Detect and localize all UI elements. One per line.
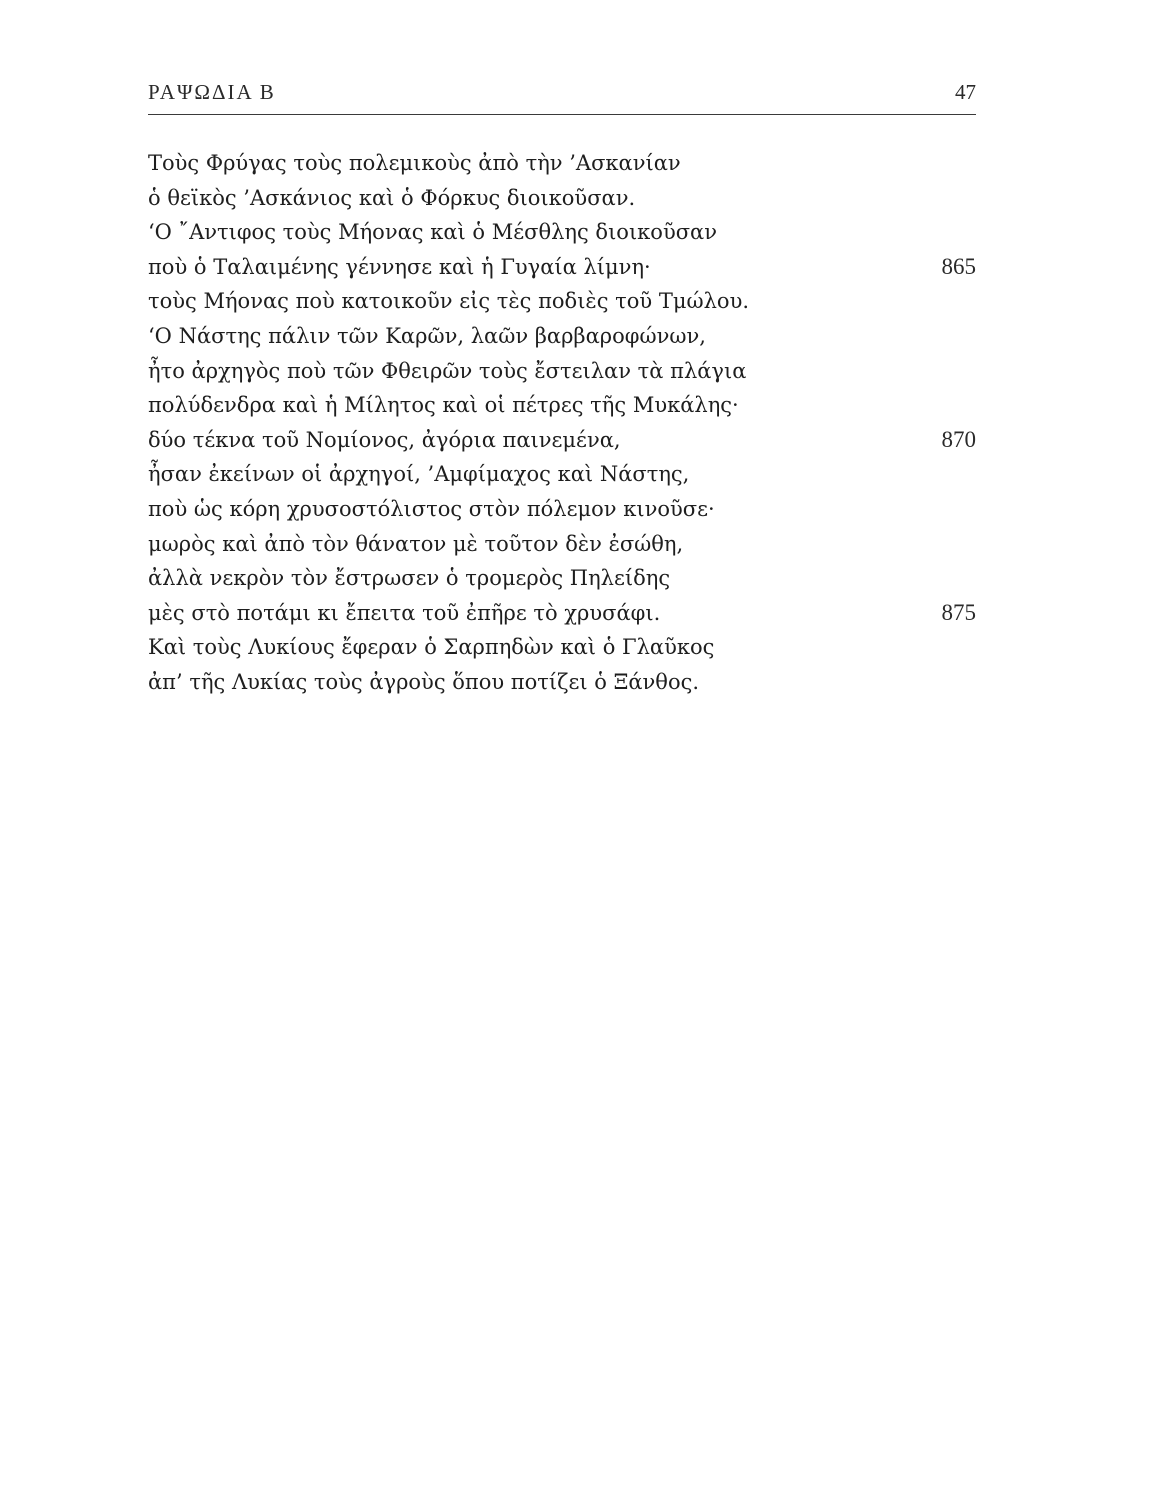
page-number: 47 (955, 80, 976, 104)
verse-line (148, 527, 976, 562)
verse-text: ἦτο ἀρχηγὸς ποὺ τῶν Φθειρῶν τοὺς ἔστειλαν τὰ πλάγια (148, 358, 747, 383)
verse-line (148, 354, 976, 389)
verse-text: ποὺ ὡς κόρη χρυσοστόλιστος στὸν πόλεμον κινοῦσε· (148, 496, 715, 521)
verse-text: ‘Ο Νάστης πάλιν τῶν Καρῶν, λαῶν βαρβαροφώνων, (148, 323, 706, 348)
verse-line (148, 423, 976, 458)
verse-text: ἀλλὰ νεκρὸν τὸν ἔστρωσεν ὁ τρομερὸς Πηλείδης (148, 566, 671, 591)
verse-line (148, 250, 976, 285)
verse-line (148, 561, 976, 596)
verse-text: ποὺ ὁ Ταλαιμένης γέννησε καὶ ἡ Γυγαία λίμνη· (148, 254, 651, 279)
verse-text: Καὶ τοὺς Λυκίους ἔφεραν ὁ Σαρπηδὼν καὶ ὁ Γλαῦκος (148, 635, 715, 660)
line-number: 875 (941, 599, 976, 625)
verse-line (148, 284, 976, 319)
verse-text: μωρὸς καὶ ἀπὸ τὸν θάνατον μὲ τοῦτον δὲν ἐσώθη, (148, 531, 684, 556)
verse-line (148, 457, 976, 492)
verse-block (148, 146, 976, 700)
running-head-title: ΡΑΨΩΔΙΑ Β (148, 80, 276, 104)
verse-line (148, 630, 976, 665)
verse-text: ‘Ο ῎Αντιφος τοὺς Μήονας καὶ ὁ Μέσθλης διοικοῦσαν (148, 220, 717, 245)
verse-line (148, 596, 976, 631)
verse-text: ὁ θεϊκὸς ’Ασκάνιος καὶ ὁ Φόρκυς διοικοῦσαν. (148, 185, 636, 210)
verse-line (148, 492, 976, 527)
verse-text: Τοὺς Φρύγας τοὺς πολεμικοὺς ἀπὸ τὴν ’Ασκανίαν (148, 151, 681, 175)
verse-line (148, 215, 976, 250)
verse-text: ἦσαν ἐκείνων οἱ ἀρχηγοί, ’Αμφίμαχος καὶ Νάστης, (148, 462, 690, 487)
verse-text: τοὺς Μήονας ποὺ κατοικοῦν εἰς τὲς ποδιὲς τοῦ Τμώλου. (148, 289, 750, 314)
verse-line (148, 665, 976, 700)
verse-text: πολύδενδρα καὶ ἡ Μίλητος καὶ οἱ πέτρες τῆς Μυκάλης· (148, 393, 739, 418)
verse-line (148, 388, 976, 423)
running-head (148, 80, 976, 110)
verse-line (148, 146, 976, 181)
verse-text: μὲς στὸ ποτάμι κι ἔπειτα τοῦ ἐπῆρε τὸ χρυσάφι. (148, 600, 661, 625)
verse-text: ἀπ’ τῆς Λυκίας τοὺς ἀγροὺς ὅπου ποτίζει ὁ Ξάνθος. (148, 669, 700, 694)
verse-line (148, 181, 976, 216)
verse-line (148, 319, 976, 354)
verse-text: δύο τέκνα τοῦ Νομίονος, ἀγόρια παινεμένα, (148, 427, 621, 452)
line-number: 870 (941, 426, 976, 452)
header-rule (148, 114, 976, 115)
line-number: 865 (941, 253, 976, 279)
